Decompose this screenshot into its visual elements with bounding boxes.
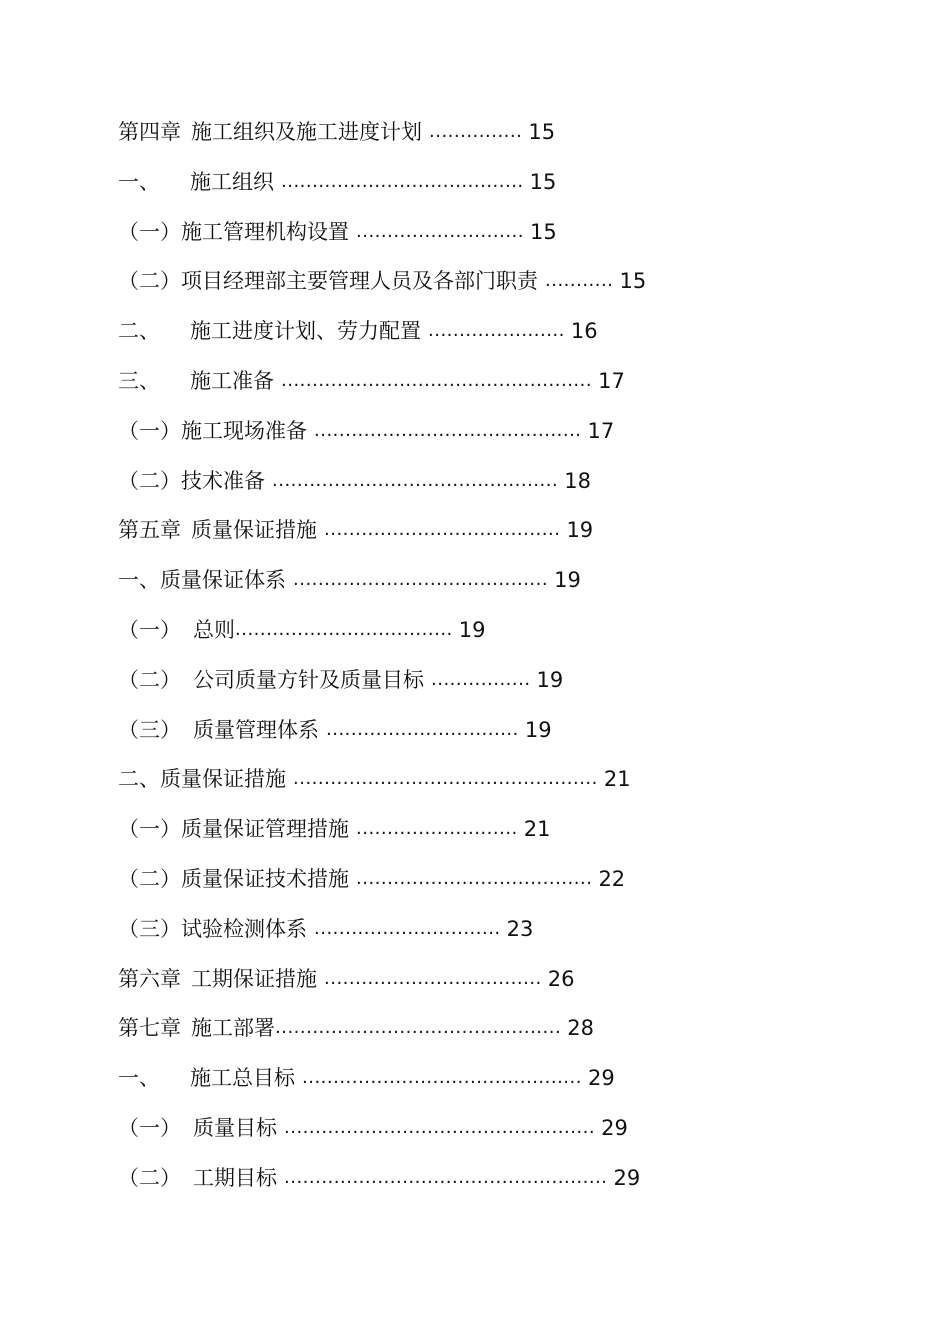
toc-page-number: 19 (536, 667, 564, 692)
toc-page-number: 29 (601, 1115, 628, 1140)
toc-entry-number: 二、 (118, 767, 160, 792)
toc-page-number: 15 (530, 219, 557, 244)
toc-entry-title: 施工组织 (190, 169, 274, 194)
toc-dot-leader: ................................... (235, 618, 453, 640)
toc-dot-leader: .............................................. (272, 469, 559, 491)
toc-dot-leader: ....................................... (281, 170, 524, 192)
toc-entry-number: （二） (118, 269, 181, 294)
toc-page-number: 29 (587, 1066, 615, 1091)
toc-dot-leader: ............................... (326, 718, 519, 740)
toc-entry[interactable] (118, 462, 878, 512)
toc-entry[interactable] (118, 661, 878, 711)
toc-entry-title: 公司质量方针及质量目标 (193, 667, 424, 692)
toc-entry-number: （二） (118, 667, 181, 692)
toc-entry-title: 施工组织及施工进度计划 (191, 120, 422, 144)
toc-entry[interactable] (118, 362, 878, 412)
toc-page-number: 28 (567, 1016, 594, 1041)
toc-entry-number: 二、 (118, 319, 160, 344)
toc-entry-number: （一） (118, 817, 181, 842)
toc-entry-title: 质量保证措施 (191, 518, 317, 543)
toc-entry-number: （二） (118, 468, 181, 493)
toc-page-number: 18 (564, 468, 591, 493)
toc-dot-leader: ................................... (324, 967, 542, 989)
toc-page-number: 15 (619, 269, 647, 294)
toc-entry-number: 第六章 (118, 966, 181, 991)
toc-entry[interactable] (118, 810, 878, 860)
toc-entry-number: （一） (118, 418, 181, 443)
toc-entry-number: （一） (118, 617, 181, 642)
toc-entry-title: 质量保证管理措施 (181, 817, 349, 842)
toc-dot-leader: ............................................. (302, 1067, 582, 1089)
toc-dot-leader: .......................... (356, 818, 518, 840)
toc-entry-title: 质量目标 (193, 1115, 277, 1140)
toc-entry[interactable] (118, 711, 878, 761)
toc-dot-leader: .............................................. (275, 1017, 562, 1039)
toc-entry-number: （二） (118, 1165, 181, 1190)
toc-dot-leader: ........................... (356, 220, 524, 242)
toc-entry[interactable] (118, 163, 878, 213)
toc-entry[interactable] (118, 1159, 878, 1209)
toc-entry-title: 施工总目标 (190, 1066, 295, 1091)
toc-entry-title: 质量保证技术措施 (181, 866, 349, 891)
toc-entry-title: 施工现场准备 (181, 418, 307, 443)
toc-dot-leader: ........................................... (314, 419, 582, 441)
toc-dot-leader: .................................................... (284, 1166, 608, 1188)
toc-page-number: 15 (528, 120, 556, 144)
toc-entry[interactable] (118, 412, 878, 462)
toc-dot-leader: ................................................. (293, 768, 598, 790)
toc-dot-leader: .................................................. (284, 1116, 596, 1138)
toc-entry-number: 第七章 (118, 1016, 181, 1041)
toc-entry-title: 项目经理部主要管理人员及各部门职责 (181, 269, 538, 294)
toc-page-number: 21 (523, 817, 551, 842)
toc-entry[interactable] (118, 760, 878, 810)
toc-entry-title: 质量保证措施 (160, 767, 286, 792)
toc-entry[interactable] (118, 312, 878, 362)
toc-page-number: 15 (529, 169, 557, 194)
toc-entry[interactable] (118, 262, 878, 312)
toc-entry[interactable] (118, 213, 878, 263)
toc-entry-title: 施工准备 (190, 368, 274, 393)
toc-dot-leader: .............................. (314, 917, 501, 939)
toc-page-number: 19 (554, 568, 581, 593)
toc-entry[interactable] (118, 910, 878, 960)
toc-entry-title: 质量管理体系 (193, 717, 319, 742)
toc-page-number: 19 (458, 617, 486, 642)
toc-page-number: 17 (587, 418, 615, 443)
toc-entry-number: 一、 (118, 1066, 160, 1091)
toc-page-number: 26 (547, 966, 575, 991)
toc-entry-number: 三、 (118, 368, 160, 393)
toc-entry-number: （一） (118, 1115, 181, 1140)
toc-entry-title: 工期目标 (193, 1165, 277, 1190)
toc-entry[interactable] (118, 113, 878, 163)
toc-entry-number: 一、 (118, 568, 160, 593)
toc-entry-number: 一、 (118, 169, 160, 194)
toc-page-number: 29 (613, 1165, 641, 1190)
toc-dot-leader: .................................................. (281, 369, 593, 391)
toc-entry-title: 工期保证措施 (191, 966, 317, 991)
toc-page-number: 17 (598, 368, 625, 393)
toc-page-number: 22 (598, 866, 626, 891)
toc-page-number: 19 (524, 717, 552, 742)
toc-entry-title: 试验检测体系 (181, 916, 307, 941)
toc-entry-number: （一） (118, 219, 181, 244)
toc-entry-title: 总则 (193, 617, 235, 642)
toc-dot-leader: ...................................... (324, 519, 561, 541)
toc-page-number: 23 (506, 916, 534, 941)
toc-page-number: 16 (570, 319, 598, 344)
toc-entry-title: 施工管理机构设置 (181, 219, 349, 244)
toc-entry[interactable] (118, 1059, 878, 1109)
table-of-contents (118, 113, 878, 1209)
toc-entry[interactable] (118, 1009, 878, 1059)
toc-page-number: 19 (566, 518, 594, 543)
toc-entry[interactable] (118, 860, 878, 910)
toc-dot-leader: ...................................... (356, 867, 593, 889)
toc-page-number: 21 (603, 767, 631, 792)
toc-entry[interactable] (118, 1109, 878, 1159)
toc-entry-title: 施工进度计划、劳力配置 (190, 319, 421, 344)
toc-entry[interactable] (118, 960, 878, 1010)
toc-dot-leader: ................ (431, 668, 531, 690)
toc-entry-number: 第五章 (118, 518, 181, 543)
toc-entry-number: 第四章 (118, 120, 181, 144)
toc-dot-leader: ...................... (428, 320, 565, 342)
toc-entry[interactable] (118, 511, 878, 561)
toc-entry-number: （三） (118, 916, 181, 941)
toc-dot-leader: ............... (429, 121, 523, 142)
toc-entry[interactable] (118, 611, 878, 661)
toc-dot-leader: ........... (545, 270, 614, 292)
toc-entry-title: 技术准备 (181, 468, 265, 493)
toc-entry-number: （二） (118, 866, 181, 891)
toc-entry[interactable] (118, 561, 878, 611)
toc-entry-number: （三） (118, 717, 181, 742)
toc-entry-title: 施工部署 (191, 1016, 275, 1041)
toc-entry-title: 质量保证体系 (160, 568, 286, 593)
toc-dot-leader: ......................................... (293, 569, 549, 591)
